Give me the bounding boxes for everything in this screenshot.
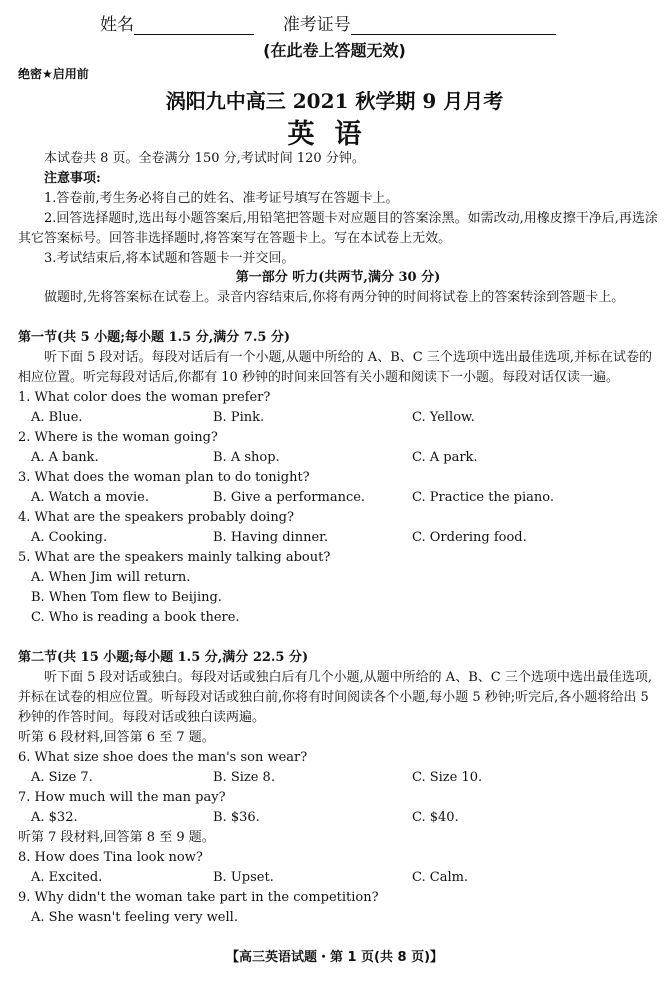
exam-title: 涡阳九中高三 2021 秋学期 9 月月考	[165, 89, 504, 113]
option-b: B. Give a performance.	[213, 490, 366, 505]
section2-instruction: 听下面 5 段对话或独白。每段对话或独白后有几个小题,从题中所给的 A、B、C 三个选项中选出最佳选项,并标在试卷的相应位置。听每段对话或独白前,你将有时间阅读各个小题,每小题 5 秒钟;听完后,各小题将给出 5 秒钟的作答时间。每段对话或独白读两遍。	[18, 670, 652, 725]
name-blank	[134, 16, 254, 35]
question-4-options	[18, 528, 658, 548]
question-7-options	[18, 808, 658, 828]
question-4: 4. What are the speakers probably doing?	[18, 510, 294, 525]
note-3: 3.考试结束后,将本试题和答题卡一并交回。	[44, 251, 295, 266]
option-a: A. Blue.	[31, 410, 83, 425]
option-c: C. Practice the piano.	[412, 490, 554, 505]
option-c: C. $40.	[412, 810, 459, 825]
material-7-note: 听第 7 段材料,回答第 8 至 9 题。	[18, 830, 215, 845]
secret-mark: 绝密★启用前	[18, 67, 89, 81]
option-b: B. Having dinner.	[213, 530, 329, 545]
question-8-options	[18, 868, 658, 888]
notice-title: 注意事项:	[44, 171, 101, 186]
option-a: A. Size 7.	[31, 770, 93, 785]
part1-instruction: 做题时,先将答案标在试卷上。录音内容结束后,你将有两分钟的时间将试卷上的答案转涂到答题卡上。	[44, 290, 625, 305]
ticket-blank	[351, 16, 556, 35]
option-c: C. Who is reading a book there.	[31, 610, 240, 625]
option-b: B. Size 8.	[213, 770, 275, 785]
section2-title: 第二节(共 15 小题;每小题 1.5 分,满分 22.5 分)	[18, 650, 309, 665]
option-a: A. Watch a movie.	[31, 490, 150, 505]
intro-block	[18, 149, 658, 269]
option-a: A. When Jim will return.	[31, 570, 191, 585]
question-6-options	[18, 768, 658, 788]
option-b: B. Upset.	[213, 870, 274, 885]
note-2: 2.回答选择题时,选出每小题答案后,用铅笔把答题卡对应题目的答案涂黑。如需改动,用橡皮擦干净后,再选涂其它答案标号。回答非选择题时,将答案写在答题卡上。写在本试卷上无效。	[18, 211, 658, 246]
option-a: A. Excited.	[31, 870, 103, 885]
intro-line: 本试卷共 8 页。全卷满分 150 分,考试时间 120 分钟。	[44, 151, 365, 166]
note-1: 1.答卷前,考生务必将自己的姓名、准考证号填写在答题卡上。	[44, 191, 399, 206]
question-1: 1. What color does the woman prefer?	[18, 390, 271, 405]
question-5: 5. What are the speakers mainly talking about?	[18, 550, 331, 565]
option-c: C. Size 10.	[412, 770, 483, 785]
ticket-label: 准考证号	[282, 15, 351, 35]
name-label: 姓名	[100, 15, 134, 35]
part1-title: 第一部分 听力(共两节,满分 30 分)	[235, 270, 441, 285]
option-c: C. Calm.	[412, 870, 469, 885]
question-3: 3. What does the woman plan to do tonight?	[18, 470, 310, 485]
section1-block	[18, 328, 658, 628]
option-a: A. A bank.	[31, 450, 99, 465]
name-ticket-line	[100, 10, 556, 35]
option-c: C. Ordering food.	[412, 530, 527, 545]
question-9: 9. Why didn't the woman take part in the competition?	[18, 890, 379, 905]
section2-block	[18, 648, 658, 928]
option-a: A. $32.	[31, 810, 78, 825]
question-6: 6. What size shoe does the man's son wear?	[18, 750, 308, 765]
option-b: B. A shop.	[213, 450, 280, 465]
option-c: C. Yellow.	[412, 410, 475, 425]
page-footer: 【高三英语试题・第 1 页(共 8 页)】	[225, 950, 444, 965]
option-a: A. She wasn't feeling very well.	[31, 910, 238, 925]
option-c: C. A park.	[412, 450, 478, 465]
question-2-options	[18, 448, 658, 468]
question-8: 8. How does Tina look now?	[18, 850, 203, 865]
material-6-note: 听第 6 段材料,回答第 6 至 7 题。	[18, 730, 215, 745]
question-2: 2. Where is the woman going?	[18, 430, 218, 445]
option-b: B. $36.	[213, 810, 260, 825]
option-b: B. When Tom flew to Beijing.	[31, 590, 222, 605]
question-7: 7. How much will the man pay?	[18, 790, 226, 805]
section1-instruction: 听下面 5 段对话。每段对话后有一个小题,从题中所给的 A、B、C 三个选项中选出最佳选项,并标在试卷的相应位置。听完每段对话后,你都有 10 秒钟的时间来回答有关小题和阅读下一小题。每段对话仅读一遍。	[18, 350, 652, 385]
question-3-options	[18, 488, 658, 508]
invalid-note: (在此卷上答题无效)	[263, 41, 406, 60]
option-a: A. Cooking.	[31, 530, 108, 545]
part1-block	[18, 268, 658, 308]
option-b: B. Pink.	[213, 410, 265, 425]
subject-title: 英语	[287, 119, 382, 150]
section1-title: 第一节(共 5 小题;每小题 1.5 分,满分 7.5 分)	[18, 330, 291, 345]
question-1-options	[18, 408, 658, 428]
